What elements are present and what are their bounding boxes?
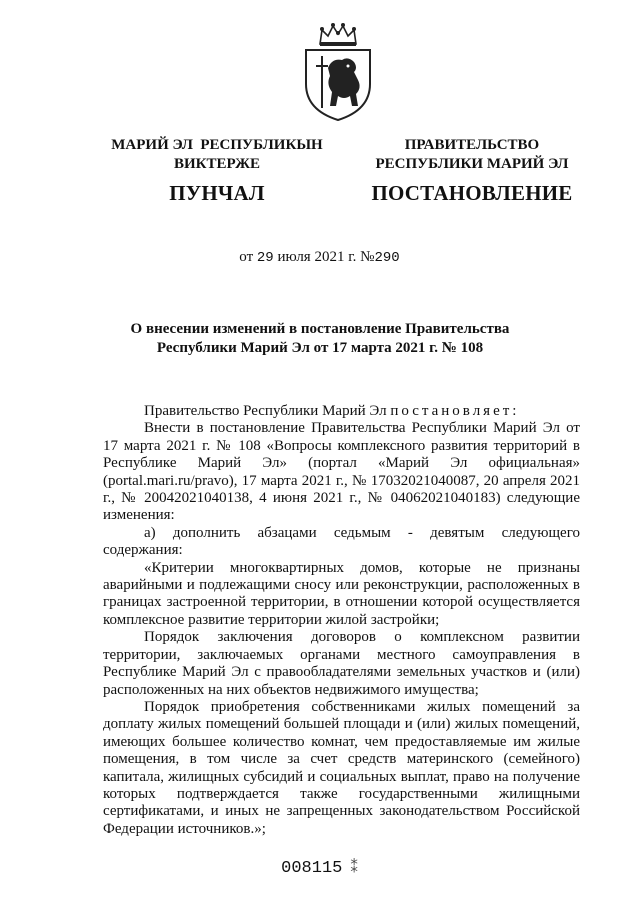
header-mari-title: ПУНЧАЛ [169,181,265,205]
body-paragraph-1: Внести в постановление Правительства Республики Марий Эл от 17 марта 2021 г. № 108 «Вопросы комплексного развития территорий в Республике Марий Эл» (портал «Марий Эл официальная» (portal.mari.ru/pravo), 17 марта 2021 г., № 17032021040087, 20 апреля 2021 г., № 20042021040138, 4 июня 2021 г., № 04062021040183) следующие изменения: [103,420,580,524]
number-sign: № [360,249,375,265]
header-russian-title: ПОСТАНОВЛЕНИЕ [371,181,573,205]
preamble-verb: постановляет: [390,403,520,419]
body-paragraph-5: Порядок приобретения собственниками жилых помещений за доплату жилых помещений большей площади и (или) жилых помещений, имеющих большее количество комнат, чем предоставляемые им жилые помещения, в том числе за счет средств материнского (семейного) капитала, жилищных субсидий и социальных выплат, право на получение которых подтверждается также государственными жилищными сертификатами, и иных не запрещенных законодательством Российской Федерации источников.»; [103,698,580,837]
body-paragraph-preamble [103,403,580,420]
date-day: 29 [256,250,274,266]
body-paragraph-3: «Критерии многоквартирных домов, которые не признаны аварийными и подлежащими сносу или реконструкции, расположенных в границах застроенной территории, в отношении которой осуществляется комплексное развитие территории жилой застройки; [103,559,580,628]
header-mari [92,136,342,206]
header-russian [352,136,592,206]
body-paragraph-2: а) дополнить абзацами седьмым - девятым следующего содержания: [103,524,580,559]
decree-title [120,320,520,358]
title-line1: О внесении изменений в постановление Правительства [130,321,510,337]
header-mari-line1: МАРИЙ ЭЛ РЕСПУБЛИКЫН [111,137,323,153]
preamble-text: Правительство Республики Марий Эл [144,403,391,419]
header-russian-line1: ПРАВИТЕЛЬСТВО [404,137,540,153]
date-month-year: июля 2021 г. [277,249,357,265]
decree-body [103,403,580,838]
date-prefix: от [239,249,254,265]
header-mari-line2: ВИКТЕРЖЕ [173,156,261,172]
coat-of-arms-bear-icon [296,22,380,122]
decree-number: 290 [374,250,400,266]
body-paragraph-4: Порядок заключения договоров о комплексном развитии территории, заключаемых органами местного самоуправления в Республике Марий Эл с правообладателями земельных участков и (или) расположенных на них объектов недвижимого имущества; [103,629,580,698]
header-russian-line2: РЕСПУБЛИКИ МАРИЙ ЭЛ [375,156,569,172]
serial-number: 008115 [281,859,343,878]
footer-serial [0,858,639,878]
asterisk-mark-icon: ⁑ [350,860,358,877]
decree-date-line [0,249,639,266]
title-line2: Республики Марий Эл от 17 марта 2021 г. № 108 [156,340,484,356]
